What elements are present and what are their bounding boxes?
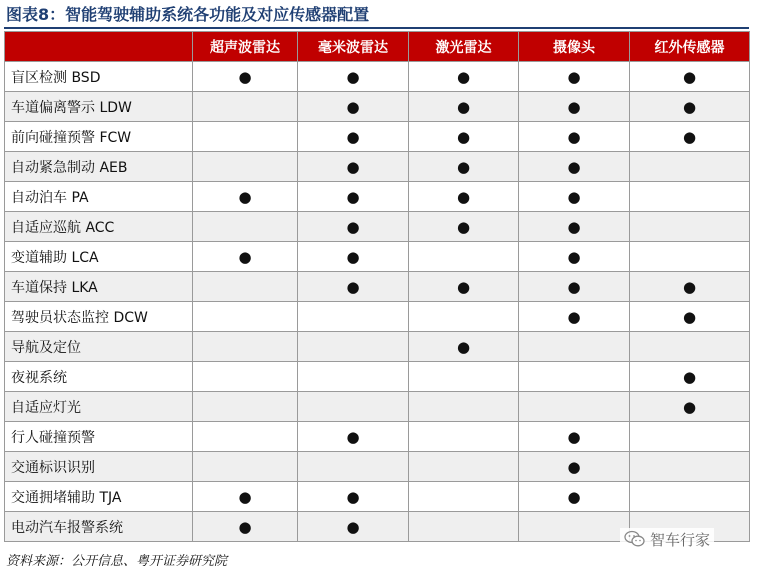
feature-cell: 行人碰撞预警 — [5, 422, 193, 452]
filled-dot-icon: ● — [682, 97, 697, 116]
mark-cell-ultrasonic-radar — [193, 212, 298, 242]
mark-cell-ultrasonic-radar — [193, 302, 298, 332]
mark-cell-infrared-sensor — [630, 152, 750, 182]
mark-cell-infrared-sensor — [630, 422, 750, 452]
filled-dot-icon: ● — [682, 397, 697, 416]
filled-dot-icon: ● — [346, 427, 360, 446]
mark-cell-camera — [519, 362, 630, 392]
mark-cell-lidar — [409, 272, 519, 302]
table-row — [5, 392, 750, 422]
filled-dot-icon: ● — [456, 157, 471, 176]
feature-cell: 夜视系统 — [5, 362, 193, 392]
mark-cell-camera — [519, 92, 630, 122]
filled-dot-icon: ● — [567, 487, 581, 506]
mark-cell-ultrasonic-radar — [193, 152, 298, 182]
feature-cell: 交通拥堵辅助 TJA — [5, 482, 193, 512]
mark-cell-infrared-sensor — [630, 62, 750, 92]
filled-dot-icon: ● — [567, 427, 581, 446]
mark-cell-lidar — [409, 362, 519, 392]
mark-cell-mmwave-radar — [298, 182, 409, 212]
filled-dot-icon: ● — [346, 67, 360, 86]
mark-cell-mmwave-radar — [298, 482, 409, 512]
filled-dot-icon: ● — [456, 97, 471, 116]
mark-cell-lidar — [409, 512, 519, 542]
mark-cell-camera — [519, 422, 630, 452]
mark-cell-ultrasonic-radar — [193, 122, 298, 152]
mark-cell-camera — [519, 302, 630, 332]
mark-cell-ultrasonic-radar — [193, 62, 298, 92]
mark-cell-lidar — [409, 392, 519, 422]
mark-cell-infrared-sensor — [630, 242, 750, 272]
mark-cell-infrared-sensor — [630, 392, 750, 422]
mark-cell-lidar — [409, 482, 519, 512]
filled-dot-icon: ● — [567, 157, 581, 176]
filled-dot-icon: ● — [238, 517, 252, 536]
filled-dot-icon: ● — [682, 367, 697, 386]
mark-cell-lidar — [409, 122, 519, 152]
filled-dot-icon: ● — [346, 157, 360, 176]
mark-cell-camera — [519, 512, 630, 542]
filled-dot-icon: ● — [238, 247, 252, 266]
header-camera: 摄像头 — [519, 32, 630, 62]
mark-cell-camera — [519, 272, 630, 302]
filled-dot-icon: ● — [567, 97, 581, 116]
mark-cell-lidar — [409, 62, 519, 92]
filled-dot-icon: ● — [456, 277, 471, 296]
filled-dot-icon: ● — [682, 277, 697, 296]
mark-cell-ultrasonic-radar — [193, 422, 298, 452]
mark-cell-ultrasonic-radar — [193, 392, 298, 422]
mark-cell-ultrasonic-radar — [193, 92, 298, 122]
mark-cell-mmwave-radar — [298, 92, 409, 122]
feature-cell: 盲区检测 BSD — [5, 62, 193, 92]
mark-cell-ultrasonic-radar — [193, 242, 298, 272]
mark-cell-ultrasonic-radar — [193, 272, 298, 302]
mark-cell-infrared-sensor — [630, 332, 750, 362]
feature-cell: 自适应巡航 ACC — [5, 212, 193, 242]
title-underline — [4, 27, 749, 29]
figure-title: 图表8：智能驾驶辅助系统各功能及对应传感器配置 — [6, 5, 370, 24]
feature-cell: 导航及定位 — [5, 332, 193, 362]
filled-dot-icon: ● — [346, 127, 360, 146]
filled-dot-icon: ● — [567, 277, 581, 296]
mark-cell-lidar — [409, 152, 519, 182]
mark-cell-mmwave-radar — [298, 452, 409, 482]
table-row — [5, 212, 750, 242]
mark-cell-infrared-sensor — [630, 122, 750, 152]
mark-cell-ultrasonic-radar — [193, 182, 298, 212]
table-row — [5, 62, 750, 92]
filled-dot-icon: ● — [346, 217, 360, 236]
mark-cell-camera — [519, 212, 630, 242]
mark-cell-mmwave-radar — [298, 302, 409, 332]
mark-cell-camera — [519, 482, 630, 512]
mark-cell-lidar — [409, 92, 519, 122]
mark-cell-infrared-sensor — [630, 482, 750, 512]
mark-cell-ultrasonic-radar — [193, 332, 298, 362]
filled-dot-icon: ● — [682, 67, 697, 86]
mark-cell-camera — [519, 452, 630, 482]
header-infrared-sensor: 红外传感器 — [630, 32, 750, 62]
filled-dot-icon: ● — [567, 247, 581, 266]
mark-cell-camera — [519, 242, 630, 272]
filled-dot-icon: ● — [567, 127, 581, 146]
filled-dot-icon: ● — [567, 217, 581, 236]
feature-cell: 前向碰撞预警 FCW — [5, 122, 193, 152]
watermark — [620, 528, 714, 550]
feature-cell: 车道偏离警示 LDW — [5, 92, 193, 122]
mark-cell-ultrasonic-radar — [193, 452, 298, 482]
header-lidar: 激光雷达 — [409, 32, 519, 62]
feature-cell: 自动紧急制动 AEB — [5, 152, 193, 182]
table-row — [5, 362, 750, 392]
mark-cell-mmwave-radar — [298, 422, 409, 452]
mark-cell-ultrasonic-radar — [193, 362, 298, 392]
mark-cell-mmwave-radar — [298, 392, 409, 422]
mark-cell-mmwave-radar — [298, 242, 409, 272]
mark-cell-camera — [519, 182, 630, 212]
table-row — [5, 302, 750, 332]
sensor-feature-table — [4, 31, 750, 542]
filled-dot-icon: ● — [346, 97, 360, 116]
wechat-icon — [624, 530, 646, 548]
table-row — [5, 182, 750, 212]
feature-cell: 自动泊车 PA — [5, 182, 193, 212]
mark-cell-infrared-sensor — [630, 452, 750, 482]
table-row — [5, 272, 750, 302]
mark-cell-mmwave-radar — [298, 212, 409, 242]
filled-dot-icon: ● — [238, 487, 252, 506]
filled-dot-icon: ● — [456, 67, 471, 86]
header-ultrasonic-radar: 超声波雷达 — [193, 32, 298, 62]
filled-dot-icon: ● — [346, 487, 360, 506]
filled-dot-icon: ● — [456, 337, 471, 356]
mark-cell-lidar — [409, 452, 519, 482]
mark-cell-camera — [519, 332, 630, 362]
mark-cell-infrared-sensor — [630, 362, 750, 392]
header-feature — [5, 32, 193, 62]
filled-dot-icon: ● — [567, 187, 581, 206]
filled-dot-icon: ● — [346, 187, 360, 206]
mark-cell-infrared-sensor — [630, 302, 750, 332]
table-row — [5, 92, 750, 122]
mark-cell-camera — [519, 392, 630, 422]
mark-cell-lidar — [409, 182, 519, 212]
source-note: 资料来源：公开信息、粤开证券研究院 — [6, 554, 228, 569]
mark-cell-lidar — [409, 212, 519, 242]
filled-dot-icon: ● — [346, 247, 360, 266]
mark-cell-ultrasonic-radar — [193, 482, 298, 512]
mark-cell-infrared-sensor — [630, 92, 750, 122]
mark-cell-mmwave-radar — [298, 362, 409, 392]
mark-cell-lidar — [409, 242, 519, 272]
filled-dot-icon: ● — [567, 307, 581, 326]
feature-cell: 驾驶员状态监控 DCW — [5, 302, 193, 332]
header-mmwave-radar: 毫米波雷达 — [298, 32, 409, 62]
filled-dot-icon: ● — [567, 457, 581, 476]
mark-cell-ultrasonic-radar — [193, 512, 298, 542]
filled-dot-icon: ● — [456, 217, 471, 236]
filled-dot-icon: ● — [682, 127, 697, 146]
table-row — [5, 452, 750, 482]
table-row — [5, 332, 750, 362]
watermark-text: 智车行家 — [650, 530, 711, 549]
filled-dot-icon: ● — [456, 127, 471, 146]
table-row — [5, 422, 750, 452]
filled-dot-icon: ● — [238, 187, 252, 206]
mark-cell-infrared-sensor — [630, 212, 750, 242]
feature-cell: 自适应灯光 — [5, 392, 193, 422]
table-row — [5, 482, 750, 512]
header-row — [5, 32, 750, 62]
feature-cell: 电动汽车报警系统 — [5, 512, 193, 542]
mark-cell-lidar — [409, 302, 519, 332]
filled-dot-icon: ● — [346, 277, 360, 296]
table-row — [5, 152, 750, 182]
mark-cell-camera — [519, 152, 630, 182]
filled-dot-icon: ● — [567, 67, 581, 86]
feature-cell: 变道辅助 LCA — [5, 242, 193, 272]
table-row — [5, 122, 750, 152]
filled-dot-icon: ● — [456, 187, 471, 206]
table-row — [5, 242, 750, 272]
mark-cell-camera — [519, 122, 630, 152]
mark-cell-mmwave-radar — [298, 122, 409, 152]
mark-cell-lidar — [409, 422, 519, 452]
feature-cell: 车道保持 LKA — [5, 272, 193, 302]
mark-cell-infrared-sensor — [630, 272, 750, 302]
mark-cell-lidar — [409, 332, 519, 362]
filled-dot-icon: ● — [682, 307, 697, 326]
filled-dot-icon: ● — [346, 517, 360, 536]
mark-cell-mmwave-radar — [298, 152, 409, 182]
mark-cell-mmwave-radar — [298, 512, 409, 542]
feature-cell: 交通标识识别 — [5, 452, 193, 482]
mark-cell-mmwave-radar — [298, 272, 409, 302]
filled-dot-icon: ● — [238, 67, 252, 86]
mark-cell-camera — [519, 62, 630, 92]
mark-cell-infrared-sensor — [630, 182, 750, 212]
mark-cell-mmwave-radar — [298, 332, 409, 362]
mark-cell-mmwave-radar — [298, 62, 409, 92]
